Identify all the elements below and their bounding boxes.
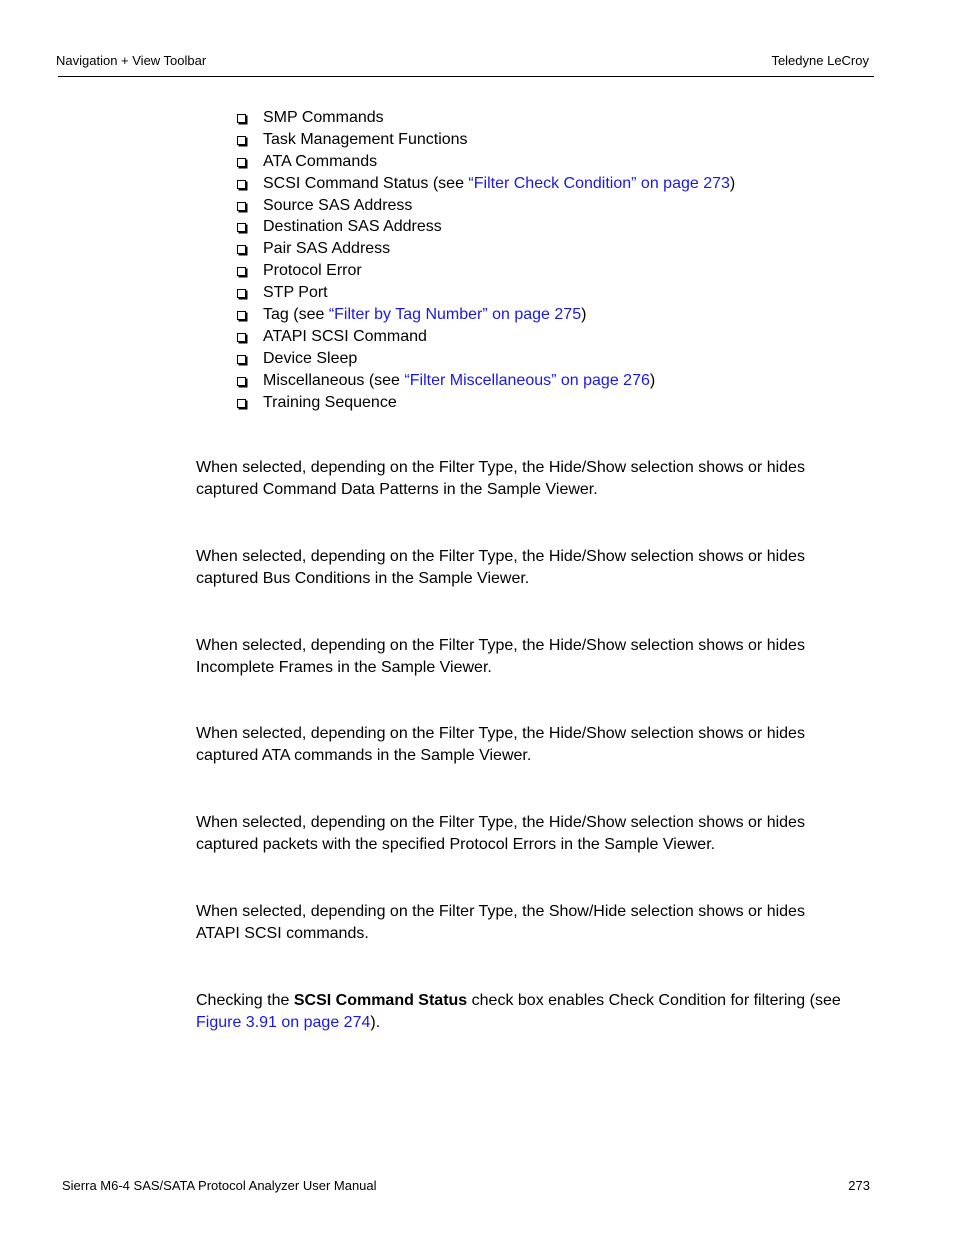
checkbox-bullet-icon — [237, 136, 246, 145]
paragraph-line: Incomplete Frames in the Sample Viewer. — [196, 659, 492, 676]
filter-check-condition-link[interactable]: “Filter Check Condition” on page 273 — [468, 174, 730, 192]
checkbox-bullet-icon — [237, 311, 246, 320]
checkbox-bullet-icon — [237, 377, 246, 386]
checkbox-bullet-icon — [237, 333, 246, 342]
checkbox-bullet-icon — [237, 267, 246, 276]
header-divider — [58, 76, 874, 77]
paragraph-command-data-patterns — [196, 457, 876, 501]
header-section-title: Navigation + View Toolbar — [56, 53, 207, 68]
figure-reference-link[interactable]: Figure 3.91 on page 274 — [196, 1014, 371, 1031]
list-item-text: ATA Commands — [263, 152, 378, 170]
list-item — [237, 304, 735, 326]
list-item-suffix: ) — [729, 174, 736, 192]
list-item-text: SCSI Command Status (see — [263, 174, 469, 192]
list-item-text: Task Management Functions — [263, 130, 468, 148]
paragraph-incomplete-frames — [196, 635, 876, 679]
list-item — [237, 151, 735, 173]
list-item — [237, 216, 735, 238]
paragraph-atapi-scsi-commands — [196, 901, 876, 945]
paragraph-line: When selected, depending on the Filter Type, the Hide/Show selection shows or hides — [196, 459, 805, 476]
paragraph-text: ). — [370, 1014, 381, 1031]
list-item-text: SMP Commands — [263, 109, 384, 126]
paragraph-line: captured Bus Conditions in the Sample Viewer. — [196, 570, 530, 587]
checkbox-bullet-icon — [237, 245, 246, 254]
list-item — [237, 370, 735, 392]
checkbox-bullet-icon — [237, 355, 246, 364]
list-item-suffix: ) — [649, 371, 656, 389]
paragraph-line: ATAPI SCSI commands. — [196, 925, 369, 942]
list-item-text: Pair SAS Address — [263, 240, 391, 258]
checkbox-bullet-icon — [237, 289, 246, 298]
paragraph-ata-commands — [196, 723, 876, 767]
checkbox-bullet-icon — [237, 180, 246, 189]
filter-options-list — [237, 107, 735, 413]
checkbox-bullet-icon — [237, 223, 246, 232]
checkbox-bullet-icon — [237, 114, 246, 123]
paragraph-line: captured ATA commands in the Sample Viewer. — [196, 747, 532, 764]
list-item-text: Destination SAS Address — [263, 218, 442, 236]
paragraph-line: captured packets with the specified Protocol Errors in the Sample Viewer. — [196, 836, 716, 853]
list-item — [237, 107, 735, 129]
list-item-text: Miscellaneous (see — [263, 371, 405, 389]
paragraph-bus-conditions — [196, 546, 876, 590]
paragraph-line: When selected, depending on the Filter Type, the Hide/Show selection shows or hides — [196, 637, 805, 654]
checkbox-bullet-icon — [237, 399, 246, 408]
paragraph-text: Checking the — [196, 992, 294, 1009]
list-item — [237, 348, 735, 370]
checkbox-bullet-icon — [237, 202, 246, 211]
header-company-name: Teledyne LeCroy — [771, 53, 869, 68]
paragraph-line: When selected, depending on the Filter Type, the Hide/Show selection shows or hides — [196, 725, 805, 742]
list-item-suffix: ) — [581, 306, 587, 324]
paragraph-check-condition — [196, 990, 876, 1034]
list-item-text: Device Sleep — [263, 349, 358, 367]
footer-manual-title: Sierra M6-4 SAS/SATA Protocol Analyzer User Manual — [62, 1178, 377, 1193]
list-item — [237, 326, 735, 348]
list-item — [237, 129, 735, 151]
list-item — [237, 195, 735, 217]
filter-by-tag-number-link[interactable]: “Filter by Tag Number” on page 275 — [328, 306, 582, 324]
list-item-text: Protocol Error — [263, 262, 362, 280]
paragraph-line: When selected, depending on the Filter Type, the Show/Hide selection shows or hides — [196, 903, 805, 920]
filter-miscellaneous-link[interactable]: “Filter Miscellaneous” on page 276 — [404, 371, 650, 389]
checkbox-bullet-icon — [237, 158, 246, 167]
list-item-text: STP Port — [263, 284, 328, 302]
list-item — [237, 260, 735, 282]
list-item — [237, 282, 735, 304]
paragraph-line: When selected, depending on the Filter Type, the Hide/Show selection shows or hides — [196, 814, 805, 831]
footer-page-number: 273 — [848, 1178, 870, 1193]
paragraph-protocol-errors — [196, 812, 876, 856]
list-item-text: Training Sequence — [263, 393, 397, 411]
paragraph-line: When selected, depending on the Filter Type, the Hide/Show selection shows or hides — [196, 548, 805, 565]
list-item — [237, 238, 735, 260]
paragraph-text: check box enables Check Condition for filtering (see — [467, 992, 841, 1009]
bold-term: SCSI Command Status — [293, 992, 468, 1009]
list-item — [237, 173, 735, 195]
list-item-text: Source SAS Address — [263, 196, 413, 214]
list-item-text: ATAPI SCSI Command — [263, 327, 427, 345]
list-item-text: Tag (see — [263, 306, 329, 324]
list-item — [237, 392, 735, 414]
paragraph-line: captured Command Data Patterns in the Sample Viewer. — [196, 481, 598, 498]
